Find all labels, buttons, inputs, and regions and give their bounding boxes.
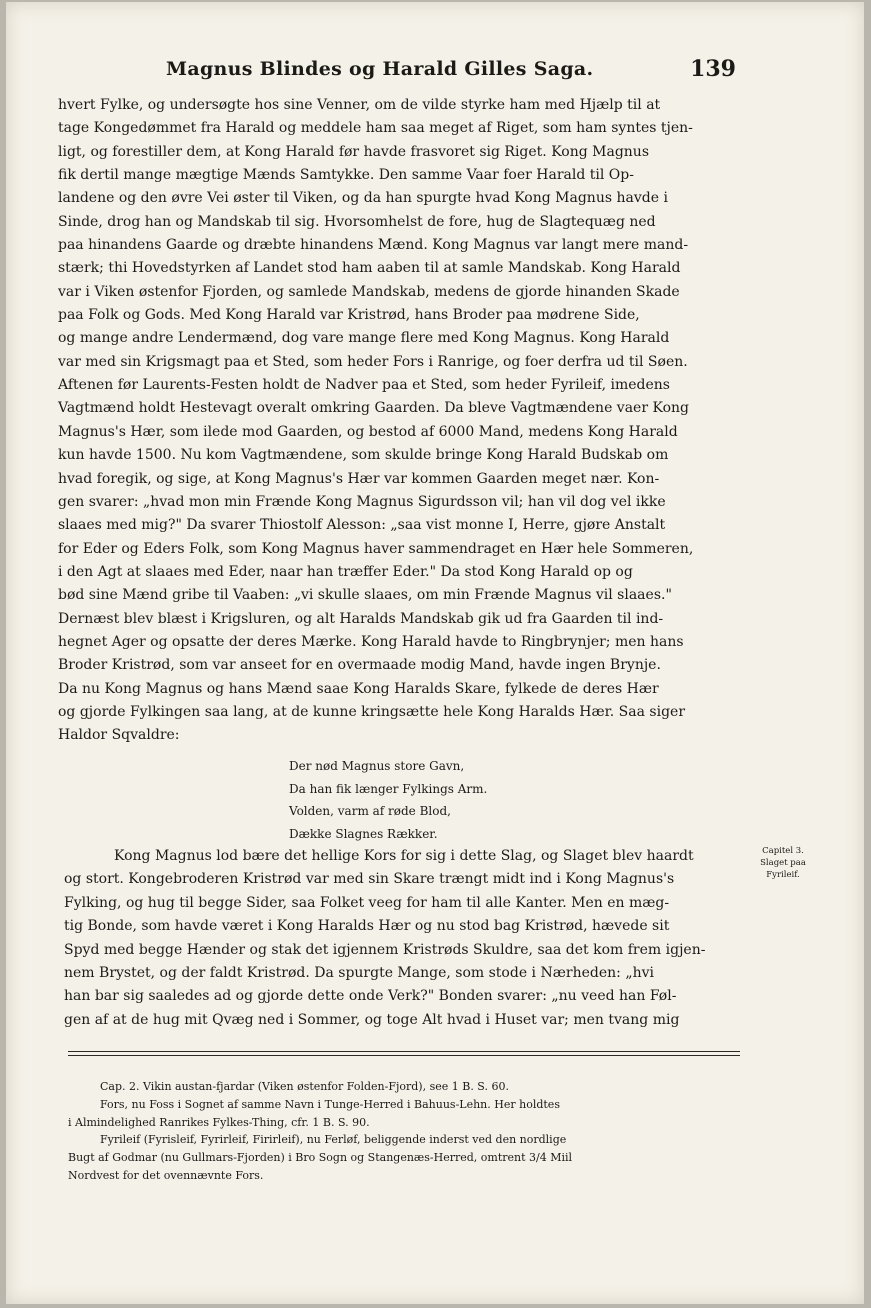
text-line: tig Bonde, som havde været i Kong Haralds Hær og nu stod bag Kristrød, hævede sit	[64, 918, 670, 935]
text-line: hvad foregik, og sige, at Kong Magnus's Hær var kommen Gaarden meget nær. Kon-	[58, 470, 660, 487]
text-line: Broder Kristrød, som var anseet for en overmaade modig Mand, havde ingen Brynje.	[58, 657, 661, 674]
text-line: Magnus's Hær, som ilede mod Gaarden, og bestod af 6000 Mand, medens Kong Harald	[58, 423, 678, 440]
text-line: paa Folk og Gods. Med Kong Harald var Kristrød, hans Broder paa mødrene Side,	[58, 307, 640, 324]
text-line: Vagtmænd holdt Hestevagt overalt omkring Gaarden. Da bleve Vagtmændene vaer Kong	[58, 400, 689, 417]
text-line: gen svarer: „hvad mon min Frænde Kong Magnus Sigurdsson vil; han vil dog vel ikke	[58, 493, 666, 510]
footnote-line: Bugt af Godmar (nu Gullmars-Fjorden) i Bro Sogn og Stangenæs-Herred, omtrent 3/4 Miil	[68, 1151, 573, 1165]
margin-note	[753, 845, 813, 881]
text-line: nem Brystet, og der faldt Kristrød. Da spurgte Mange, som stode i Nærheden: „hvi	[64, 965, 654, 982]
footnote-line: Nordvest for det ovennævnte Fors.	[68, 1168, 264, 1182]
verse-block	[289, 755, 487, 845]
text-line: tage Kongedømmet fra Harald og meddele ham saa meget af Riget, som ham syntes tjen-	[58, 120, 693, 137]
text-line: Kong Magnus lod bære det hellige Kors for sig i dette Slag, og Slaget blev haardt	[114, 848, 694, 864]
text-line: fik dertil mange mægtige Mænds Samtykke. Den samme Vaar foer Harald til Op-	[58, 167, 634, 184]
footnote-line: Cap. 2. Vikin austan-fjardar (Viken østenfor Folden-Fjord), see 1 B. S. 60.	[100, 1080, 509, 1093]
page-number: 139	[690, 56, 736, 82]
page-header	[166, 56, 736, 88]
text-line: for Eder og Eders Folk, som Kong Magnus haver sammendraget en Hær hele Sommeren,	[58, 540, 694, 557]
text-line: hvert Fylke, og undersøgte hos sine Venner, om de vilde styrke ham med Hjælp til at	[58, 97, 661, 113]
verse-line: Da han fik længer Fylkings Arm.	[289, 781, 488, 796]
footnote-rule-thin	[68, 1055, 740, 1056]
text-line: Fylking, og hug til begge Sider, saa Folket veeg for ham til alle Kanter. Men en mæg-	[64, 894, 670, 911]
verse-line: Volden, varm af røde Blod,	[289, 804, 451, 818]
text-line: han bar sig saaledes ad og gjorde dette onde Verk?" Bonden svarer: „nu veed han Føl-	[64, 988, 677, 1005]
text-line: stærk; thi Hovedstyrken af Landet stod ham aaben til at samle Mandskab. Kong Harald	[58, 260, 681, 277]
footnotes	[68, 1078, 748, 1185]
text-line: Haldor Sqvaldre:	[58, 727, 180, 744]
book-page	[6, 2, 864, 1304]
footnote-line: Fyrileif (Fyrisleif, Fyrirleif, Firirleif), nu Ferløf, beliggende inderst ved den nordlige	[100, 1133, 567, 1147]
text-line: og stort. Kongebroderen Kristrød var med sin Skare trængt midt ind i Kong Magnus's	[64, 871, 675, 888]
second-paragraph	[64, 845, 754, 1032]
running-title: Magnus Blindes og Harald Gilles Saga.	[166, 58, 594, 80]
text-line: ligt, og forestiller dem, at Kong Harald før havde frasvoret sig Riget. Kong Magnus	[58, 143, 650, 160]
verse-line: Dække Slagnes Rækker.	[289, 826, 438, 841]
verse-line: Der nød Magnus store Gavn,	[289, 759, 465, 773]
text-line: kun havde 1500. Nu kom Vagtmændene, som skulde bringe Kong Harald Budskab om	[58, 447, 669, 464]
text-line: Dernæst blev blæst i Krigsluren, og alt Haralds Mandskab gik ud fra Gaarden til ind-	[58, 610, 664, 627]
text-line: paa hinandens Gaarde og dræbte hinandens Mænd. Kong Magnus var langt mere mand-	[58, 237, 689, 254]
text-line: var i Viken østenfor Fjorden, og samlede Mandskab, medens de gjorde hinanden Skade	[58, 283, 680, 300]
text-line: bød sine Mænd gribe til Vaaben: „vi skulle slaaes, om min Frænde Magnus vil slaaes."	[58, 587, 672, 604]
text-line: gen af at de hug mit Qvæg ned i Sommer, og toge Alt hvad i Huset var; men tvang mig	[64, 1011, 680, 1028]
text-line: landene og den øvre Vei øster til Viken, og da han spurgte hvad Kong Magnus havde i	[58, 190, 668, 207]
main-paragraph	[58, 94, 748, 748]
text-line: og mange andre Lendermænd, dog vare mange flere med Kong Magnus. Kong Harald	[58, 330, 670, 347]
text-line: Aftenen før Laurents-Festen holdt de Nadver paa et Sted, som heder Fyrileif, imedens	[58, 377, 670, 394]
margin-note-line: Slaget paa	[760, 858, 806, 868]
text-line: i den Agt at slaaes med Eder, naar han træffer Eder." Da stod Kong Harald op og	[58, 563, 633, 580]
footnote-line: Fors, nu Foss i Sognet af samme Navn i Tunge-Herred i Bahuus-Lehn. Her holdtes	[100, 1097, 560, 1111]
footnote-rule	[68, 1051, 740, 1052]
text-line: slaaes med mig?" Da svarer Thiostolf Alesson: „saa vist monne I, Herre, gjøre Anstalt	[58, 517, 666, 534]
text-line: og gjorde Fylkingen saa lang, at de kunne kringsætte hele Kong Haralds Hær. Saa siger	[58, 703, 686, 720]
text-line: var med sin Krigsmagt paa et Sted, som heder Fors i Ranrige, og foer derfra ud til Søen.	[58, 353, 688, 370]
margin-note-line: Capitel 3.	[762, 846, 804, 856]
margin-note-line: Fyrileif.	[766, 870, 800, 880]
text-line: hegnet Ager og opsatte der deres Mærke. Kong Harald havde to Ringbrynjer; men hans	[58, 633, 684, 650]
text-line: Spyd med begge Hænder og stak det igjennem Kristrøds Skuldre, saa det kom frem igjen-	[64, 941, 706, 958]
text-line: Da nu Kong Magnus og hans Mænd saae Kong Haralds Skare, fylkede de deres Hær	[58, 680, 659, 697]
footnote-line: i Almindelighed Ranrikes Fylkes-Thing, cfr. 1 B. S. 90.	[68, 1115, 370, 1129]
text-line: Sinde, drog han og Mandskab til sig. Hvorsomhelst de fore, hug de Slagtequæg ned	[58, 213, 656, 230]
